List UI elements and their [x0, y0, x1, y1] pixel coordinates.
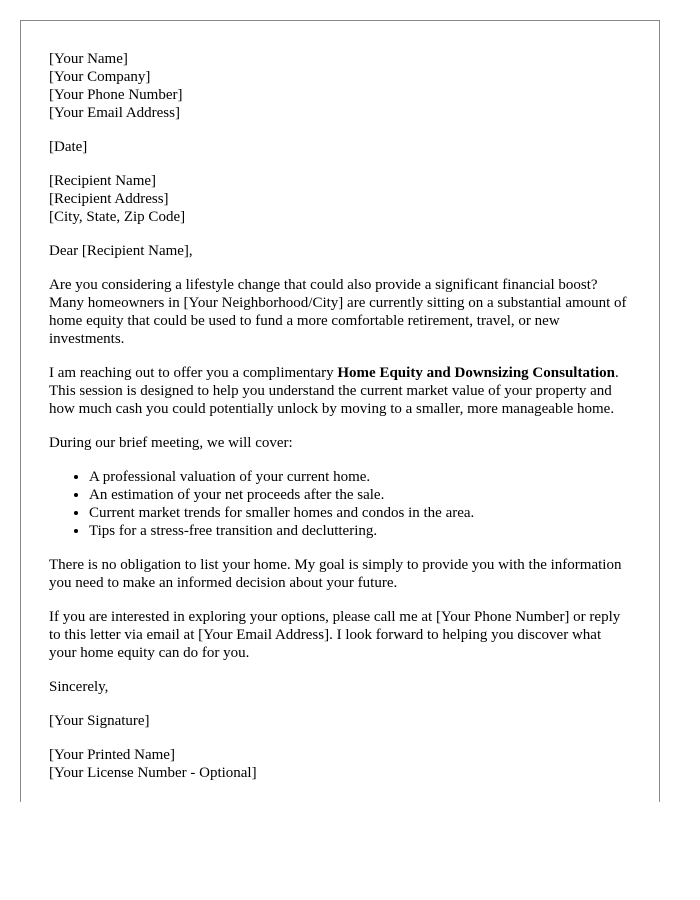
letter-date: [Date]	[49, 139, 88, 155]
offer-consultation-name: Home Equity and Downsizing Consultation	[337, 365, 615, 381]
list-item: • An estimation of your net proceeds after the sale.	[89, 486, 631, 504]
recipient-city-state-zip: [City, State, Zip Code]	[49, 209, 186, 225]
closing: Sincerely,	[49, 679, 109, 695]
obligation-paragraph: There is no obligation to list your home. My goal is simply to provide you with the information you need to make an informed decision about your future.	[49, 557, 622, 591]
meeting-topics-list	[49, 468, 631, 540]
sender-block	[49, 50, 631, 122]
letter-page	[20, 20, 660, 802]
recipient-block	[49, 172, 631, 226]
recipient-address: [Recipient Address]	[49, 191, 169, 207]
intro-paragraph: Are you considering a lifestyle change that could also provide a significant financial boost? Many homeowners in [Your Neighborhood/City] are currently sitting on a substantial amount of home equity that could be used to fund a more comfortable retirement, travel, or new investments.	[49, 277, 627, 347]
offer-paragraph	[49, 364, 631, 418]
recipient-name: [Recipient Name]	[49, 173, 157, 189]
salutation: Dear [Recipient Name],	[49, 243, 193, 259]
contact-paragraph: If you are interested in exploring your options, please call me at [Your Phone Number] or reply to this letter via email at [Your Email Address]. I look forward to helping you discover what your home equity can do for you.	[49, 609, 621, 661]
list-item: • A professional valuation of your current home.	[89, 468, 631, 486]
list-item: • Current market trends for smaller homes and condos in the area.	[89, 504, 631, 522]
offer-text-after: . This session is designed to help you understand the current market value of your property and how much cash you could potentially unlock by moving to a smaller, more manageable home.	[49, 365, 619, 417]
sender-email: [Your Email Address]	[49, 105, 180, 121]
signoff-block	[49, 746, 631, 782]
meeting-intro: During our brief meeting, we will cover:	[49, 435, 293, 451]
printed-name: [Your Printed Name]	[49, 747, 175, 763]
sender-name: [Your Name]	[49, 51, 128, 67]
signature-placeholder: [Your Signature]	[49, 713, 150, 729]
license-number: [Your License Number - Optional]	[49, 765, 257, 781]
list-item: • Tips for a stress-free transition and decluttering.	[89, 522, 631, 540]
offer-text-before: I am reaching out to offer you a complimentary	[49, 365, 338, 381]
sender-company: [Your Company]	[49, 69, 151, 85]
sender-phone: [Your Phone Number]	[49, 87, 183, 103]
date-block	[49, 138, 631, 156]
